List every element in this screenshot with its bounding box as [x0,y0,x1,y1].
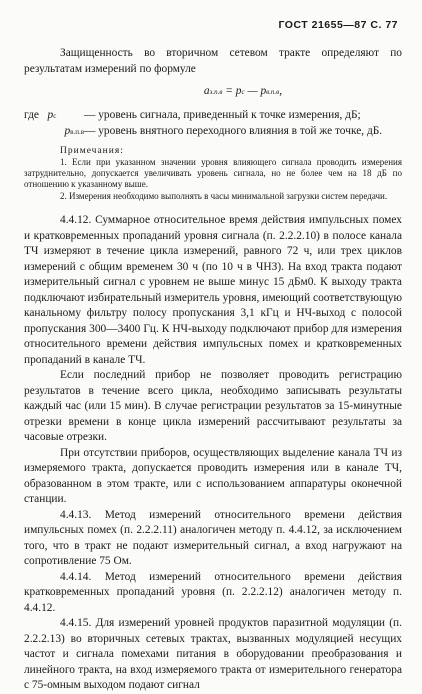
page-header: ГОСТ 21655—87 С. 77 [278,19,398,31]
formula: аз.п.в = pс — pв.п.в, [203,85,283,97]
paragraph-4-4-15: 4.4.15. Для измерений уровней продуктов паразитной модуляции (п. 2.2.2.13) во вторичных сетевых трактах, вызванных модуляцией несущих частот и сигнала помехами питания в оборудовании преобразования и линейного тракта, на вход измеряемого тракта от измерительного генератора с 75-омным выходом подают сигнал [24,617,402,691]
paragraph-4-4-12-b: Если последний прибор не позволяет проводить регистрацию результатов в течение всего цикла, необходимо записывать результаты каждый час (или 15 мин). В случае регистрации результатов за 15-минутные отрезки времени в конце цикла измерений рассчитывают результаты за часовые отрезки. [24,369,402,443]
definition-2: — уровень внятного переходного влияния в той же точке, дБ. [84,125,383,137]
notes-title: Примечания: [60,145,124,156]
intro-paragraph: Защищенность во вторичном сетевом тракте определяют по результатам измерений по формуле [24,47,402,75]
definitions: где pс — уровень сигнала, приведенный к точке измерения, дБ; pв.п.в — уровень внятного переходного влияния в той же точке, дБ. [24,108,402,141]
note-2: 2. Измерения необходимо выполнять в часы минимальной загрузки систем передачи. [60,190,388,201]
paragraph-4-4-12-a: 4.4.12. Суммарное относительное время действия импульсных помех и кратковременных пропаданий уровня сигнала (п. 2.2.2.10) в полосе канала ТЧ измеряют в течение цикла измерений, равного 72 ч, или трех циклов измерений с общим временем 30 ч (по 10 ч в ЧНЗ). На вход тракта подают измерительный сигнал с уровнем не выше минус 15 дБм0. К выходу тракта подключают избирательный измеритель уровня, имеющий соответствующую канальному фильтру полосу пропускания 3,1 кГц и НЧ-выход с полосой пропускания 300—3400 Гц. К НЧ-выходу подключают прибор для измерения относительного времени действия импульсных помех и кратковременных пропаданий в канале ТЧ. [24,214,402,366]
paragraph-4-4-12-c: При отсутствии приборов, осуществляющих выделение канала ТЧ из измеряемого тракта, допускается проводить измерения или в канале ТЧ, образованном в этом тракте, или с использованием аппаратуры оконечной станции. [24,446,402,505]
paragraph-4-4-14: 4.4.14. Метод измерений относительного времени действия кратковременных пропаданий уровня (п. 2.2.2.12) аналогичен методу п. 4.4.12. [24,570,402,614]
body-section [24,213,402,694]
note-1: 1. Если при указанном значении уровня влияющего сигнала проводить измерения затруднительно, допускается увеличивать уровень сигнала, но не более чем на 18 дБ по отношению к указанному выше. [24,156,402,190]
formula-section [24,46,402,202]
definition-1: — уровень сигнала, приведенный к точке измерения, дБ; [84,108,361,121]
paragraph-4-4-13: 4.4.13. Метод измерений относительного времени действия импульсных помех (п. 2.2.2.11) аналогичен методу п. 4.4.12, за исключением того, что в тракт не подают измерительный сигнал, а вход нагружают на сопротивление 75 Ом. [24,508,402,567]
